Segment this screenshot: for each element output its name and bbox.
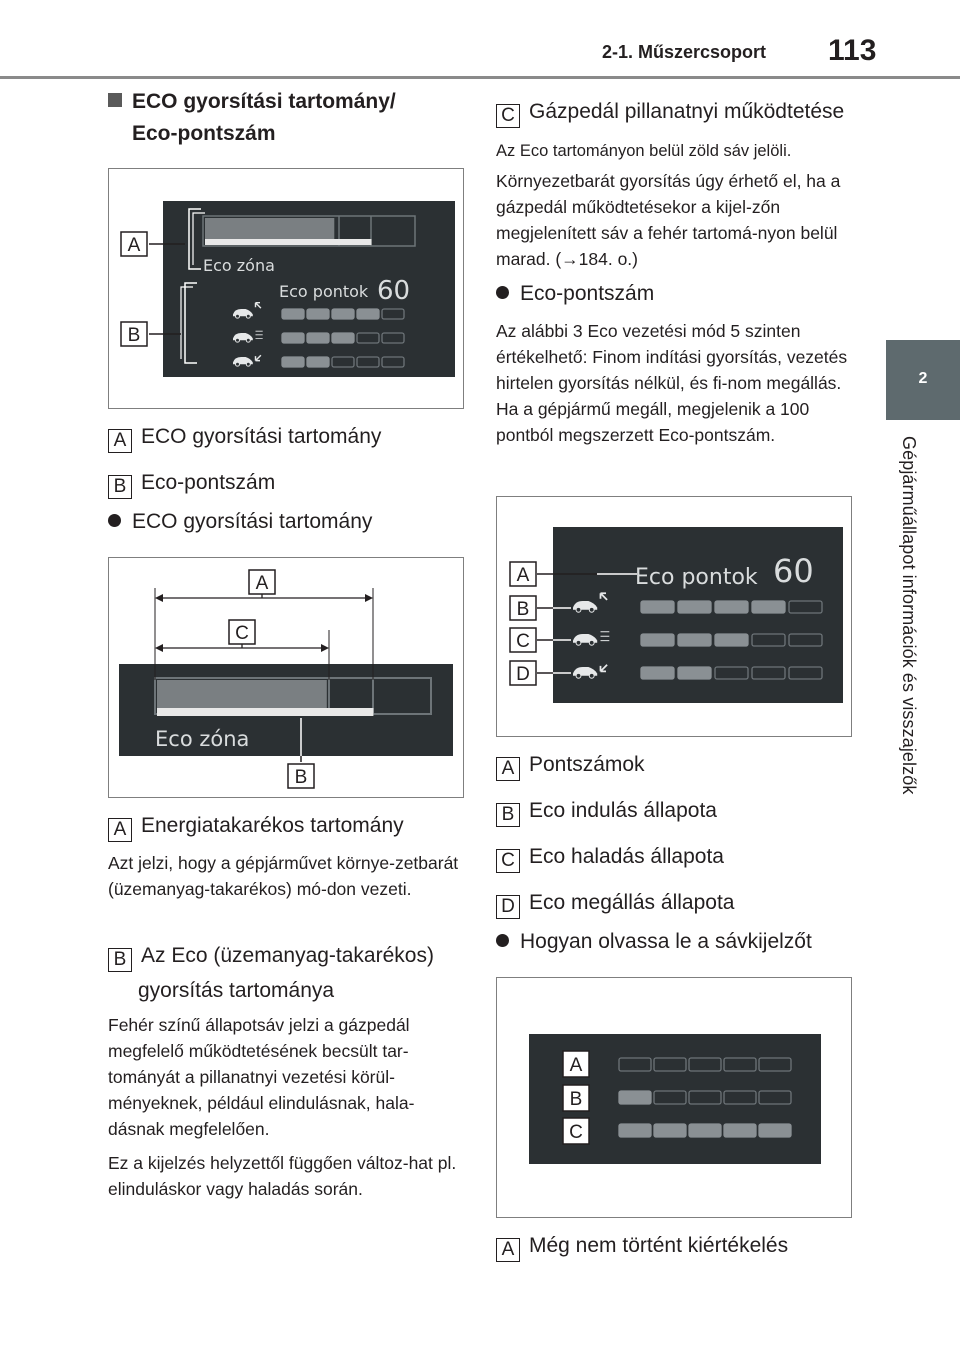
- eco-bar-white-range: [157, 708, 373, 716]
- eco-points-value: 60: [377, 276, 411, 306]
- legend3-c: C Eco haladás állapota: [496, 843, 724, 873]
- svg-text:A: A: [569, 1055, 583, 1076]
- letter-box: D: [496, 895, 520, 919]
- segment-filled: [678, 601, 711, 613]
- segment-filled: [715, 634, 748, 646]
- svg-text:C: C: [235, 623, 249, 644]
- svg-text:C: C: [516, 631, 530, 652]
- segment-filled: [678, 667, 711, 679]
- legend1-a: A ECO gyorsítási tartomány: [108, 423, 381, 453]
- svg-text:A: A: [127, 235, 141, 256]
- chapter-tab: [886, 340, 960, 420]
- segment-filled: [752, 601, 785, 613]
- chapter-number: 2: [918, 370, 928, 387]
- svg-text:B: B: [516, 599, 530, 620]
- segment-filled: [282, 333, 304, 343]
- eco-bar-fill: [157, 680, 327, 712]
- bullet-dot-icon: [496, 286, 509, 299]
- eco-display-illustration: [109, 169, 463, 408]
- bullet-bar-reading: Hogyan olvassa le a sávkijelzőt: [496, 928, 812, 956]
- bullet-dot-icon: [496, 934, 509, 947]
- letter-box: A: [496, 757, 520, 781]
- item-c-pedal: C Gázpedál pillanatnyi működtetése: [496, 98, 844, 128]
- legend3-d: D Eco megállás állapota: [496, 889, 734, 919]
- item-a-energy: A Energiatakarékos tartomány: [108, 812, 404, 842]
- segment-filled: [307, 333, 329, 343]
- eco-points-value: 60: [773, 552, 814, 590]
- svg-text:C: C: [569, 1122, 583, 1143]
- paragraph-c1: Az Eco tartományon belül zöld sáv jelöli.: [496, 142, 792, 160]
- letter-box: A: [496, 1238, 520, 1262]
- paragraph-a: Azt jelzi, hogy a gépjárművet környe-zetbarát (üzemanyag-takarékos) mó-don vezeti.: [108, 853, 459, 899]
- bullet-dot-icon: [108, 514, 121, 527]
- svg-text:B: B: [127, 325, 141, 346]
- segment-filled: [641, 601, 674, 613]
- eco-points-illustration: [497, 497, 851, 736]
- letter-box: B: [496, 803, 520, 827]
- figure-eco-zone: [108, 557, 464, 798]
- letter-box: B: [108, 948, 132, 972]
- legend4-a: A Még nem történt kiértékelés: [496, 1232, 788, 1262]
- segment-filled: [332, 333, 354, 343]
- page-number: 113: [828, 34, 877, 67]
- figure-eco-display: [108, 168, 464, 409]
- heading-square-icon: [108, 93, 122, 107]
- legend3-a: A Pontszámok: [496, 751, 645, 781]
- paragraph-b1: Fehér színű állapotsáv jelzi a gázpedál megfelelő működtetésének becsült tar-tományát a pillanatnyi vezetési körül-ményeknek, például elindulásnak, hala-dásnak megfelelően.: [108, 1015, 415, 1139]
- eco-zone-illustration: [109, 558, 463, 797]
- eco-points-label: Eco pontok: [635, 565, 758, 590]
- segment-filled: [619, 1091, 651, 1104]
- letter-box: B: [108, 475, 132, 499]
- segment-filled: [332, 309, 354, 319]
- letter-box: A: [108, 818, 132, 842]
- running-header-section: 2-1. Műszercsoport: [602, 42, 767, 62]
- header-rule: [0, 76, 960, 79]
- segment-filled: [759, 1124, 791, 1137]
- letter-box: C: [496, 849, 520, 873]
- score-row: [619, 1124, 791, 1137]
- segment-filled: [715, 601, 748, 613]
- paragraph-c2: Környezetbarát gyorsítás úgy érhető el, ha a gázpedál működtetésekor a kijel-zőn megjelenített sáv a fehér tartomá-nyon belül marad. (→184. o.): [496, 171, 841, 269]
- paragraph-d: Az alábbi 3 Eco vezetési mód 5 szinten értékelhető: Finom indítási gyorsítás, vezetés hirtelen gyorsítás nélkül, és fi-nom megállás. Ha a gépjármű megáll, megjelenik a 100 pontból megszerzett Eco-pontszám.: [496, 321, 848, 445]
- chapter-title: Gépjárműállapot információk és visszajelzők: [899, 436, 919, 795]
- legend3-b: B Eco indulás állapota: [496, 797, 717, 827]
- svg-text:D: D: [516, 664, 530, 685]
- figure-eco-points: [496, 496, 852, 737]
- paragraph-b2: Ez a kijelzés helyzettől függően változ-hat pl. elinduláskor vagy haladás során.: [108, 1153, 457, 1199]
- segment-filled: [724, 1124, 756, 1137]
- svg-text:A: A: [255, 573, 269, 594]
- legend1-b: B Eco-pontszám: [108, 469, 275, 499]
- segment-filled: [641, 667, 674, 679]
- eco-zone-title: Eco zóna: [155, 727, 250, 751]
- letter-box: C: [496, 104, 520, 128]
- segment-filled: [282, 357, 304, 367]
- segment-filled: [678, 634, 711, 646]
- segment-filled: [689, 1124, 721, 1137]
- letter-box: A: [108, 429, 132, 453]
- segment-filled: [357, 309, 379, 319]
- eco-points-label: Eco pontok: [279, 282, 369, 301]
- svg-text:B: B: [569, 1089, 583, 1110]
- eco-bar-white-range: [205, 239, 372, 245]
- segment-filled: [307, 357, 329, 367]
- bullet-eco-score: Eco-pontszám: [496, 280, 654, 308]
- segment-filled: [641, 634, 674, 646]
- svg-text:A: A: [516, 565, 530, 586]
- figure-bar-reading: [496, 977, 852, 1218]
- section-heading: ECO gyorsítási tartomány/ Eco-pontszám: [108, 86, 396, 150]
- eco-zone-title: Eco zóna: [203, 256, 275, 275]
- item-b-eco-range: B Az Eco (üzemanyag-takarékos) gyorsítás tartománya: [108, 942, 434, 1005]
- svg-text:B: B: [294, 767, 308, 788]
- segment-filled: [654, 1124, 686, 1137]
- segment-filled: [307, 309, 329, 319]
- segment-filled: [619, 1124, 651, 1137]
- bullet-eco-range: ECO gyorsítási tartomány: [108, 508, 372, 536]
- bar-reading-illustration: [497, 978, 851, 1217]
- segment-filled: [282, 309, 304, 319]
